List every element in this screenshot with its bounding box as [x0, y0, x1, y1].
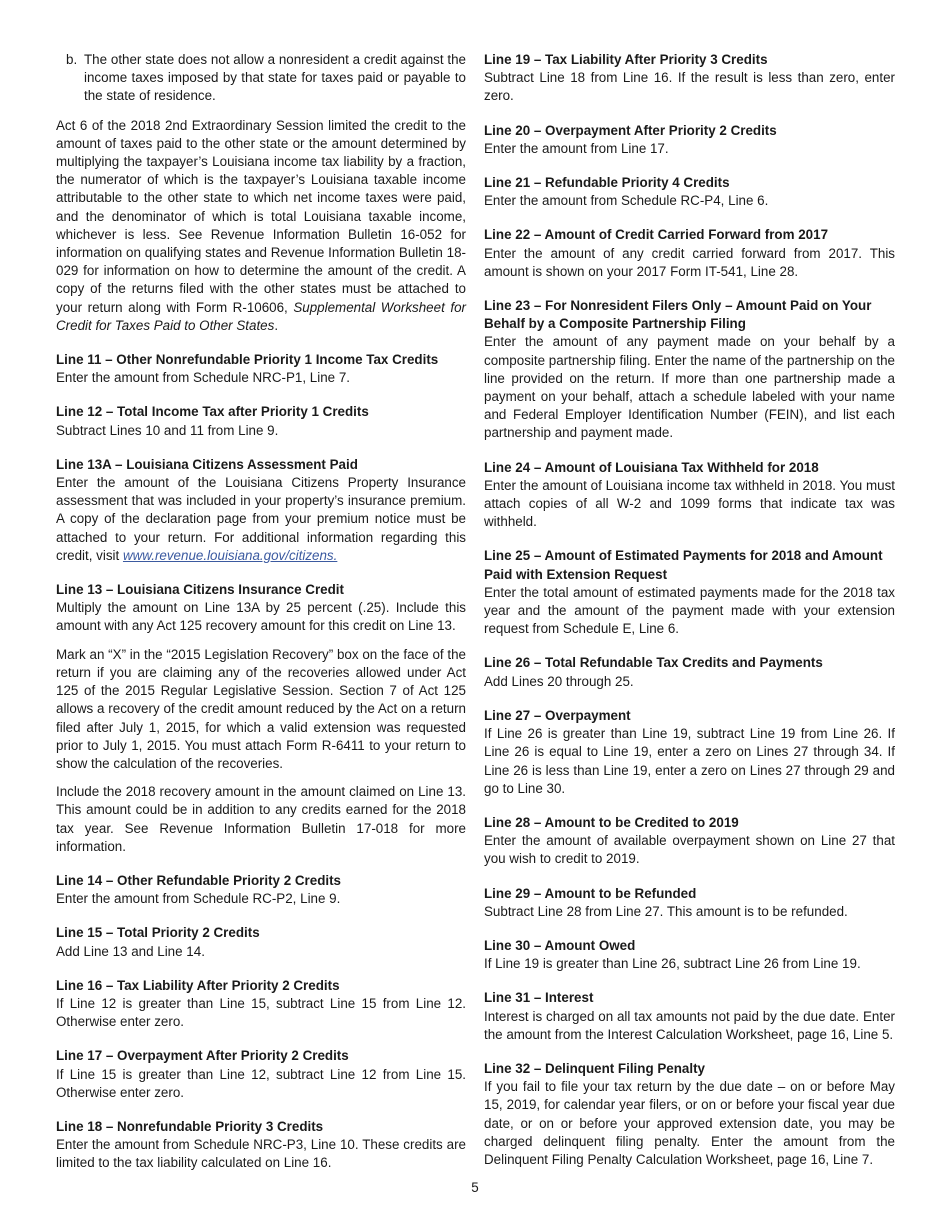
section-heading: Line 15 – Total Priority 2 Credits [56, 925, 260, 941]
section-heading: Line 18 – Nonrefundable Priority 3 Credits [56, 1118, 324, 1134]
section-heading: Line 11 – Other Nonrefundable Priority 1 Income Tax Credits [56, 352, 439, 368]
section-heading: Line 13A – Louisiana Citizens Assessment Paid [56, 456, 358, 472]
include-2018-paragraph: Include the 2018 recovery amount in the amount claimed on Line 13. This amount could be in addition to any credits earned for the 2018 tax year. See Revenue Information Bulletin 17-018 for more information. [56, 784, 466, 854]
page-number: 5 [471, 1180, 479, 1195]
section-heading: Line 26 – Total Refundable Tax Credits and Payments [484, 655, 823, 671]
section-text: Enter the amount of any payment made on your behalf by a composite partnership filing. Enter the name of the partnership on the line provided on the return. If more than one partnership made a payment on your behalf, attach a schedule labeled with your name and Federal Employer Identification Number (FEIN), and list each partnership and payment made. [484, 334, 895, 441]
section-heading: Line 27 – Overpayment [484, 707, 631, 723]
section-text: Enter the amount of the Louisiana Citizens Property Insurance assessment that was included in your property’s insurance premium. A copy of the declaration page from your premium notice must be attached to your return. For additional information regarding this credit, visit www.revenue.louisiana.gov/citizens. [56, 475, 466, 563]
worksheet-title: Supplemental Worksheet for Credit for Taxes Paid to Other States [56, 299, 466, 333]
section-heading: Line 14 – Other Refundable Priority 2 Credits [56, 872, 341, 888]
section-line-12 [56, 403, 466, 439]
section-text: Enter the amount from Schedule NRC-P1, Line 7. [56, 370, 350, 386]
section-heading: Line 20 – Overpayment After Priority 2 Credits [484, 122, 777, 138]
list-marker: b. [66, 52, 78, 67]
list-item-text: The other state does not allow a nonresident a credit against the income taxes imposed by that state for taxes paid or payable to the state of residence. [84, 52, 466, 104]
section-text: Enter the amount from Schedule RC-P2, Line 9. [56, 891, 341, 907]
section-heading: Line 29 – Amount to be Refunded [484, 885, 697, 901]
section-heading: Line 16 – Tax Liability After Priority 2 Credits [56, 977, 340, 993]
section-heading: Line 25 – Amount of Estimated Payments for 2018 and Amount Paid with Extension Request [484, 548, 883, 582]
section-text: Enter the amount of Louisiana income tax withheld in 2018. You must attach copies of all W-2 and 1099 forms that indicate tax was withheld. [484, 477, 895, 530]
section-heading: Line 19 – Tax Liability After Priority 3 Credits [484, 52, 768, 67]
citizens-link[interactable]: www.revenue.louisiana.gov/citizens. [122, 547, 338, 563]
section-line-29 [484, 885, 895, 921]
section-line-15 [56, 924, 466, 960]
section-line-26 [484, 654, 895, 690]
right-column [484, 51, 895, 1185]
section-text: Enter the amount from Schedule RC-P4, Line 6. [484, 193, 769, 209]
section-heading: Line 30 – Amount Owed [484, 937, 636, 953]
section-text: Enter the total amount of estimated payments made for the 2018 tax year and the amount of the payment made with your extension request from Schedule E, Line 6. [484, 584, 895, 637]
section-line-32 [484, 1060, 895, 1169]
section-heading: Line 12 – Total Income Tax after Priority 1 Credits [56, 404, 369, 420]
section-line-13 [56, 581, 466, 636]
section-line-30 [484, 937, 895, 973]
section-line-23 [484, 297, 895, 443]
section-heading: Line 17 – Overpayment After Priority 2 Credits [56, 1048, 349, 1064]
section-line-16 [56, 977, 466, 1032]
section-heading: Line 13 – Louisiana Citizens Insurance Credit [56, 582, 344, 598]
section-line-14 [56, 872, 466, 908]
list-item-b [56, 51, 466, 106]
section-line-31 [484, 989, 895, 1044]
section-text: Enter the amount from Schedule NRC-P3, Line 10. These credits are limited to the tax liability calculated on Line 16. [56, 1137, 466, 1171]
section-heading: Line 23 – For Nonresident Filers Only – Amount Paid on Your Behalf by a Composite Partnership Filing [484, 298, 872, 332]
section-heading: Line 22 – Amount of Credit Carried Forward from 2017 [484, 227, 829, 243]
section-heading: Line 24 – Amount of Louisiana Tax Withheld for 2018 [484, 459, 819, 475]
section-heading: Line 28 – Amount to be Credited to 2019 [484, 814, 739, 830]
section-line-19 [484, 51, 895, 106]
section-line-28 [484, 814, 895, 869]
section-text: Subtract Line 28 from Line 27. This amount is to be refunded. [484, 903, 848, 919]
section-text: If Line 26 is greater than Line 19, subtract Line 19 from Line 26. If Line 26 is equal to Line 19, enter a zero on Lines 27 through 34. If Line 26 is less than Line 19, enter a zero on Lines 27 through 29 and go to Line 30. [484, 726, 895, 796]
section-heading: Line 31 – Interest [484, 990, 594, 1006]
section-line-21 [484, 174, 895, 210]
section-text: If you fail to file your tax return by the due date – on or before May 15, 2019, for calendar year filers, or on or before your fiscal year due date, or on or before your approved extension date, you may be charged delinquent filing penalty. Enter the amount from the Delinquent Filing Penalty Calculation Worksheet, page 16, Line 7. [484, 1079, 895, 1167]
section-text: Enter the amount of available overpayment shown on Line 27 that you wish to credit to 2019. [484, 833, 895, 867]
section-text: Add Line 13 and Line 14. [56, 943, 205, 959]
section-text: Subtract Lines 10 and 11 from Line 9. [56, 422, 279, 438]
section-text: Add Lines 20 through 25. [484, 673, 634, 689]
section-line-18 [56, 1118, 466, 1173]
section-heading: Line 32 – Delinquent Filing Penalty [484, 1060, 705, 1076]
section-line-17 [56, 1047, 466, 1102]
section-line-22 [484, 226, 895, 281]
section-text: If Line 12 is greater than Line 15, subtract Line 15 from Line 12. Otherwise enter zero. [56, 995, 466, 1030]
section-text: Enter the amount of any credit carried forward from 2017. This amount is shown on your 2017 Form IT-541, Line 28. [484, 245, 895, 279]
section-line-13a [56, 456, 466, 565]
section-text: Enter the amount from Line 17. [484, 140, 669, 156]
section-text: If Line 15 is greater than Line 12, subtract Line 12 from Line 15. Otherwise enter zero. [56, 1066, 466, 1100]
section-line-25 [484, 547, 895, 638]
section-text: Multiply the amount on Line 13A by 25 percent (.25). Include this amount with any Act 125 recovery amount for this credit on Line 13. [56, 600, 466, 634]
section-line-24 [484, 459, 895, 532]
section-text: If Line 19 is greater than Line 26, subtract Line 26 from Line 19. [484, 956, 861, 972]
act6-paragraph: Act 6 of the 2018 2nd Extraordinary Session limited the credit to the amount of taxes paid to the other state or the amount determined by multiplying the taxpayer’s Louisiana income tax liability by a fraction, the numerator of which is the taxpayer’s Louisiana taxable income attributable to the other state to which net income taxes were paid, and the denominator of which is total Louisiana taxable income, whichever is less. See Revenue Information Bulletin 16-052 for information on qualifying states and Revenue Information Bulletin 18-029 for information on how to determine the amount of the credit. A copy of the returns filed with the other states must be attached to your return along with Form R-10606, Supplemental Worksheet for Credit for Taxes Paid to Other States. [56, 117, 466, 333]
left-column [56, 51, 466, 1189]
act6-text: Act 6 of the 2018 2nd Extraordinary Session limited the credit to the amount of taxes paid to the other state or the amount determined by multiplying the taxpayer’s Louisiana income tax liability by a fraction, the numerator of which is the taxpayer’s Louisiana taxable income attributable to the other state to which net income taxes were paid, and the denominator of which is total Louisiana taxable income, whichever is less. See Revenue Information Bulletin 16-052 for information on qualifying states and Revenue Information Bulletin 18-029 for information on how to determine the amount of the credit. A copy of the returns filed with the other states must be attached to your return along with Form R-10606, [56, 117, 466, 315]
section-line-27 [484, 707, 895, 798]
section-line-20 [484, 122, 895, 158]
section-heading: Line 21 – Refundable Priority 4 Credits [484, 175, 730, 191]
section-text: Interest is charged on all tax amounts not paid by the due date. Enter the amount from the Interest Calculation Worksheet, page 16, Line 5. [484, 1008, 895, 1042]
section-text: Subtract Line 18 from Line 16. If the result is less than zero, enter zero. [484, 70, 895, 104]
mark-x-paragraph: Mark an “X” in the “2015 Legislation Recovery” box on the face of the return if you are claiming any of the recoveries allowed under Act 125 of the 2015 Regular Legislative Session. Section 7 of Act 125 allows a recovery of the credit amount reduced by the Act on a return filed after July 1, 2015, for which a valid extension was requested prior to July 1, 2015. You must attach Form R-6411 to your return to show the calculation of the recoveries. [56, 646, 466, 771]
section-line-11 [56, 351, 466, 387]
